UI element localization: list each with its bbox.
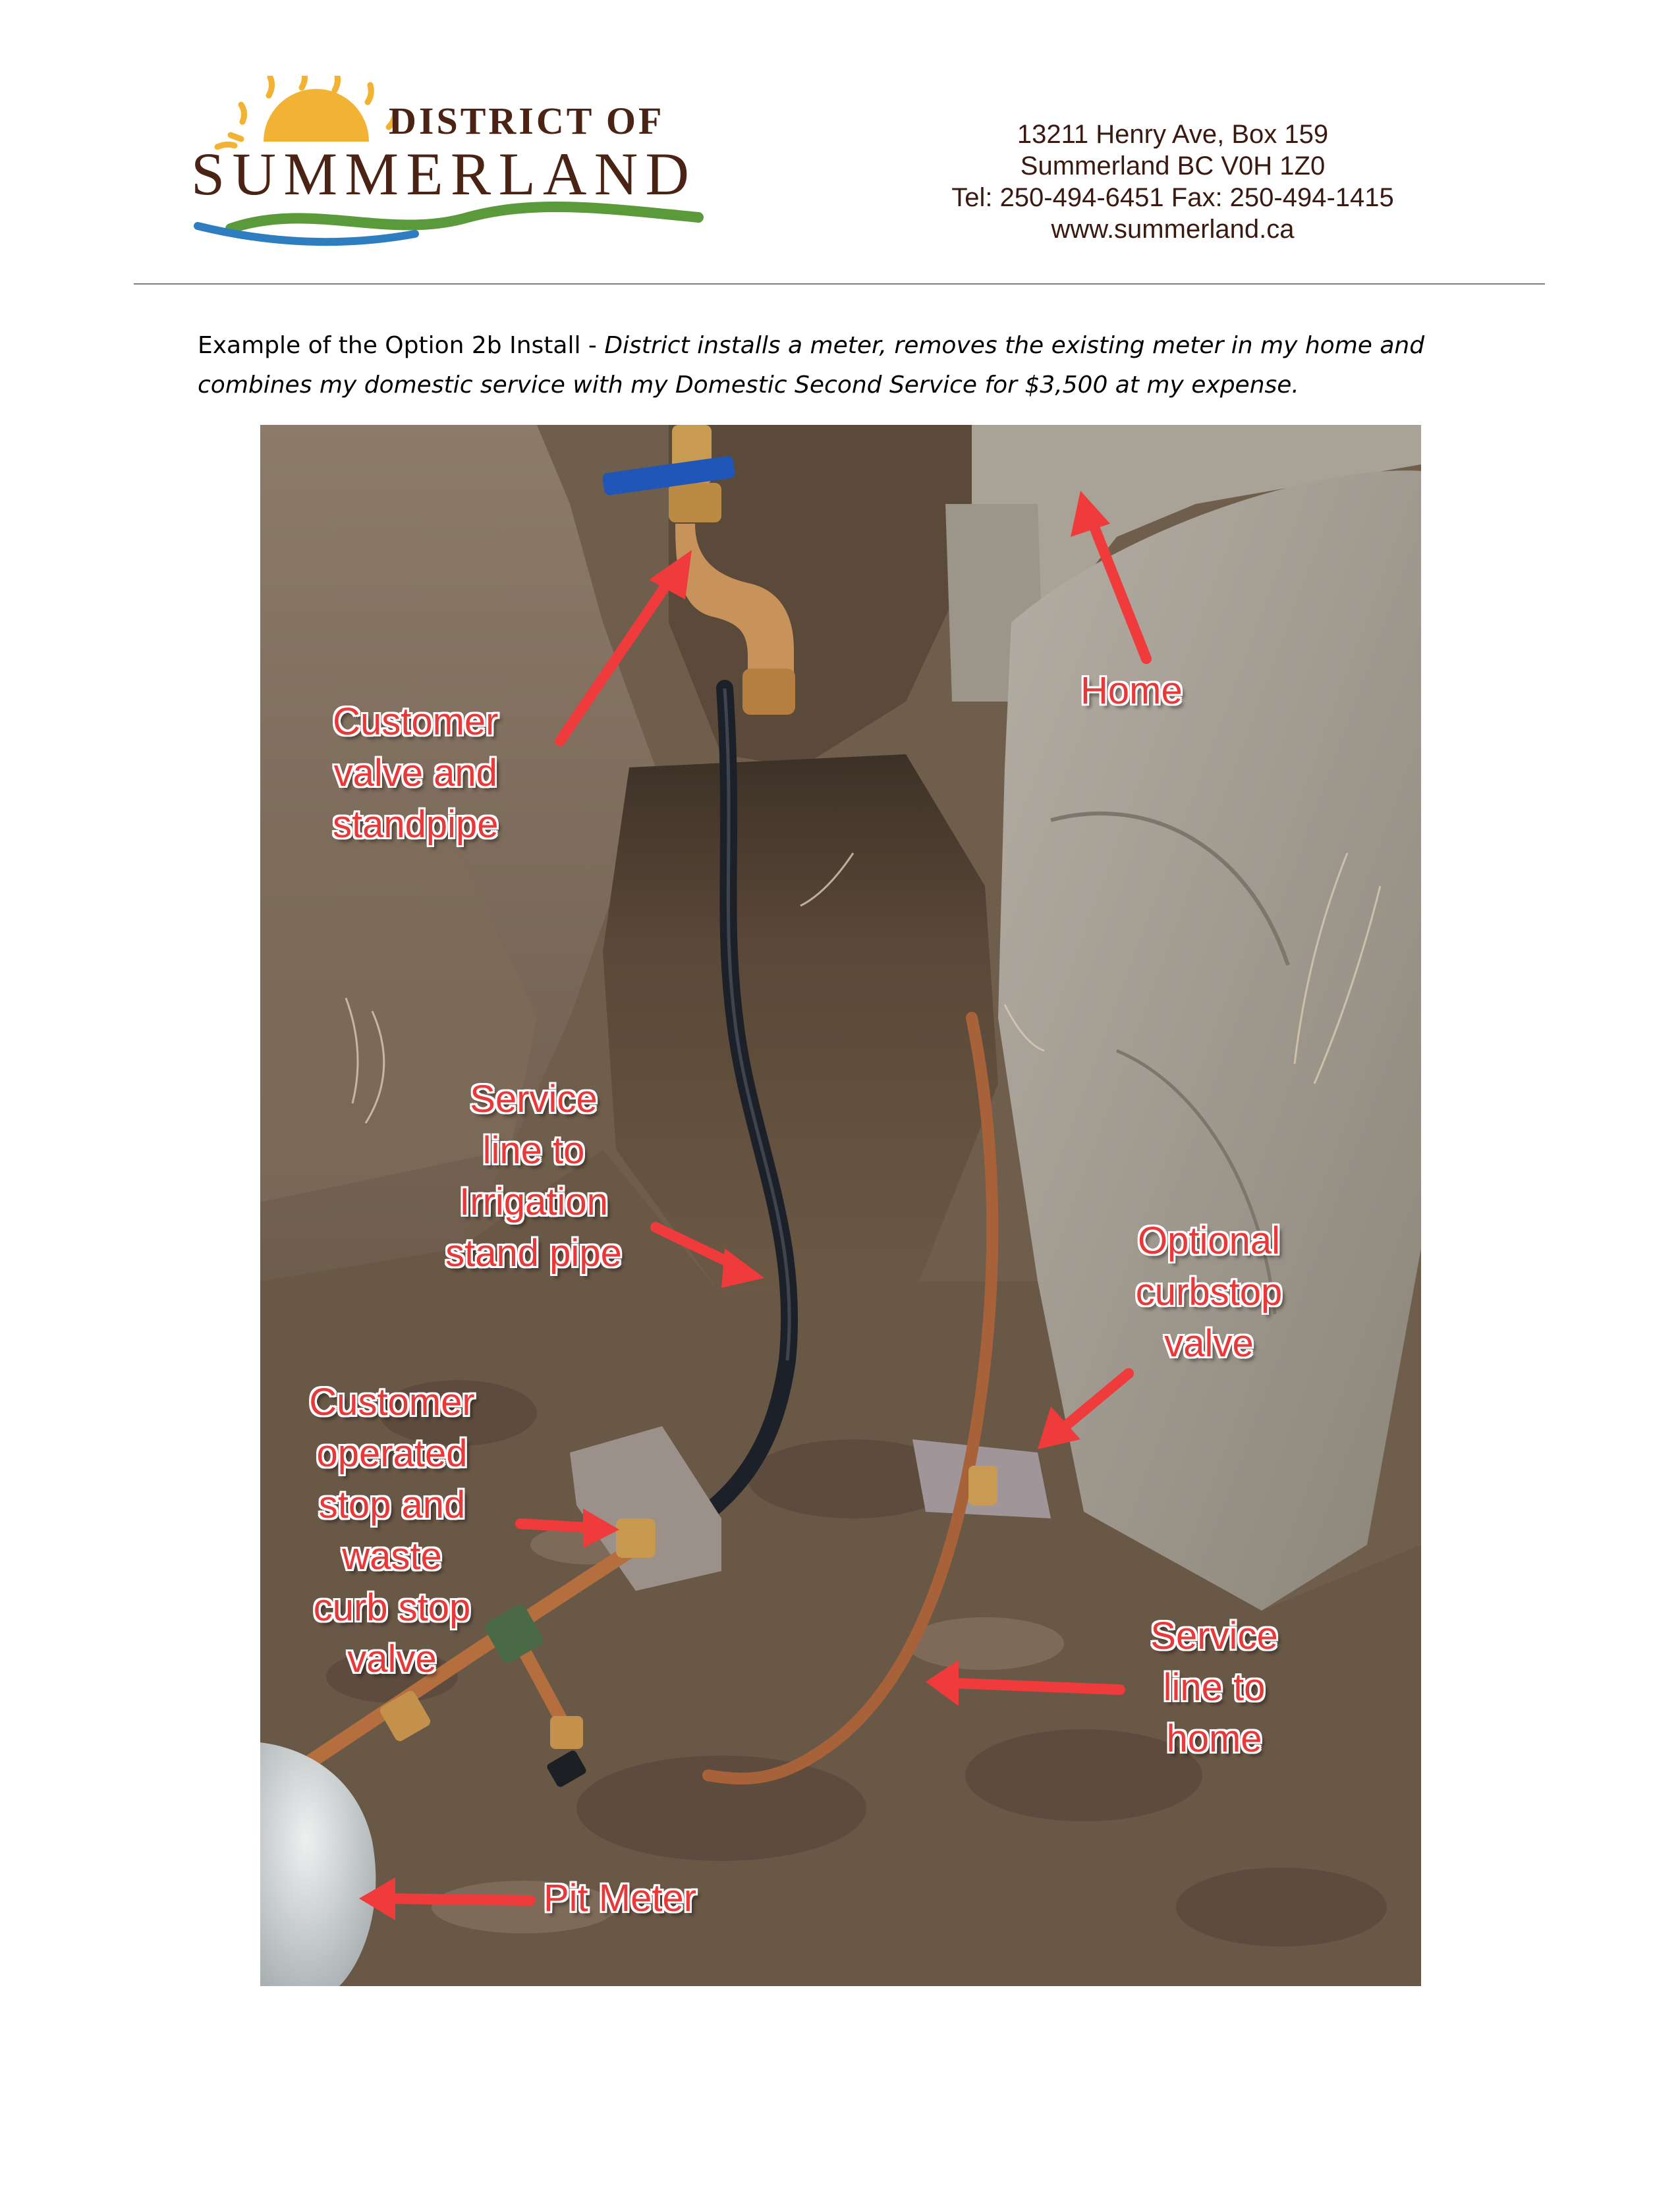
label-customer-valve: Customer valve and standpipe bbox=[333, 700, 499, 846]
address-website: www.summerland.ca bbox=[1051, 215, 1295, 244]
address-city: Summerland BC V0H 1Z0 bbox=[1020, 152, 1326, 180]
wave-icon bbox=[198, 207, 698, 242]
label-optional-curbstop: Optional curbstop valve bbox=[1135, 1219, 1283, 1365]
label-service-home: Service line to home bbox=[1150, 1615, 1278, 1760]
sun-icon bbox=[217, 76, 395, 147]
logo-line2: SUMMERLAND bbox=[191, 140, 698, 208]
label-pit-meter: Pit Meter bbox=[544, 1877, 697, 1920]
caption-description: District installs a meter, removes the existing meter in my home and combines my domestic service with my Domestic Second Service for $3,500 at my expense. bbox=[198, 332, 1425, 399]
address-block bbox=[876, 119, 1469, 245]
district-logo bbox=[191, 76, 705, 254]
label-customer-stop: Customer operated stop and waste curb stop valve bbox=[309, 1381, 475, 1680]
label-service-irrigation: Service line to Irrigation stand pipe bbox=[445, 1078, 622, 1275]
label-home: Home bbox=[1080, 669, 1183, 712]
install-photo bbox=[260, 425, 1421, 1986]
header-divider bbox=[134, 283, 1545, 285]
address-phone: Tel: 250-494-6451 Fax: 250-494-1415 bbox=[951, 183, 1394, 212]
caption bbox=[198, 326, 1515, 405]
address-street: 13211 Henry Ave, Box 159 bbox=[1017, 120, 1329, 149]
logo-line1: DISTRICT OF bbox=[389, 99, 665, 142]
caption-lead: Example of the Option 2b Install - bbox=[198, 332, 605, 359]
